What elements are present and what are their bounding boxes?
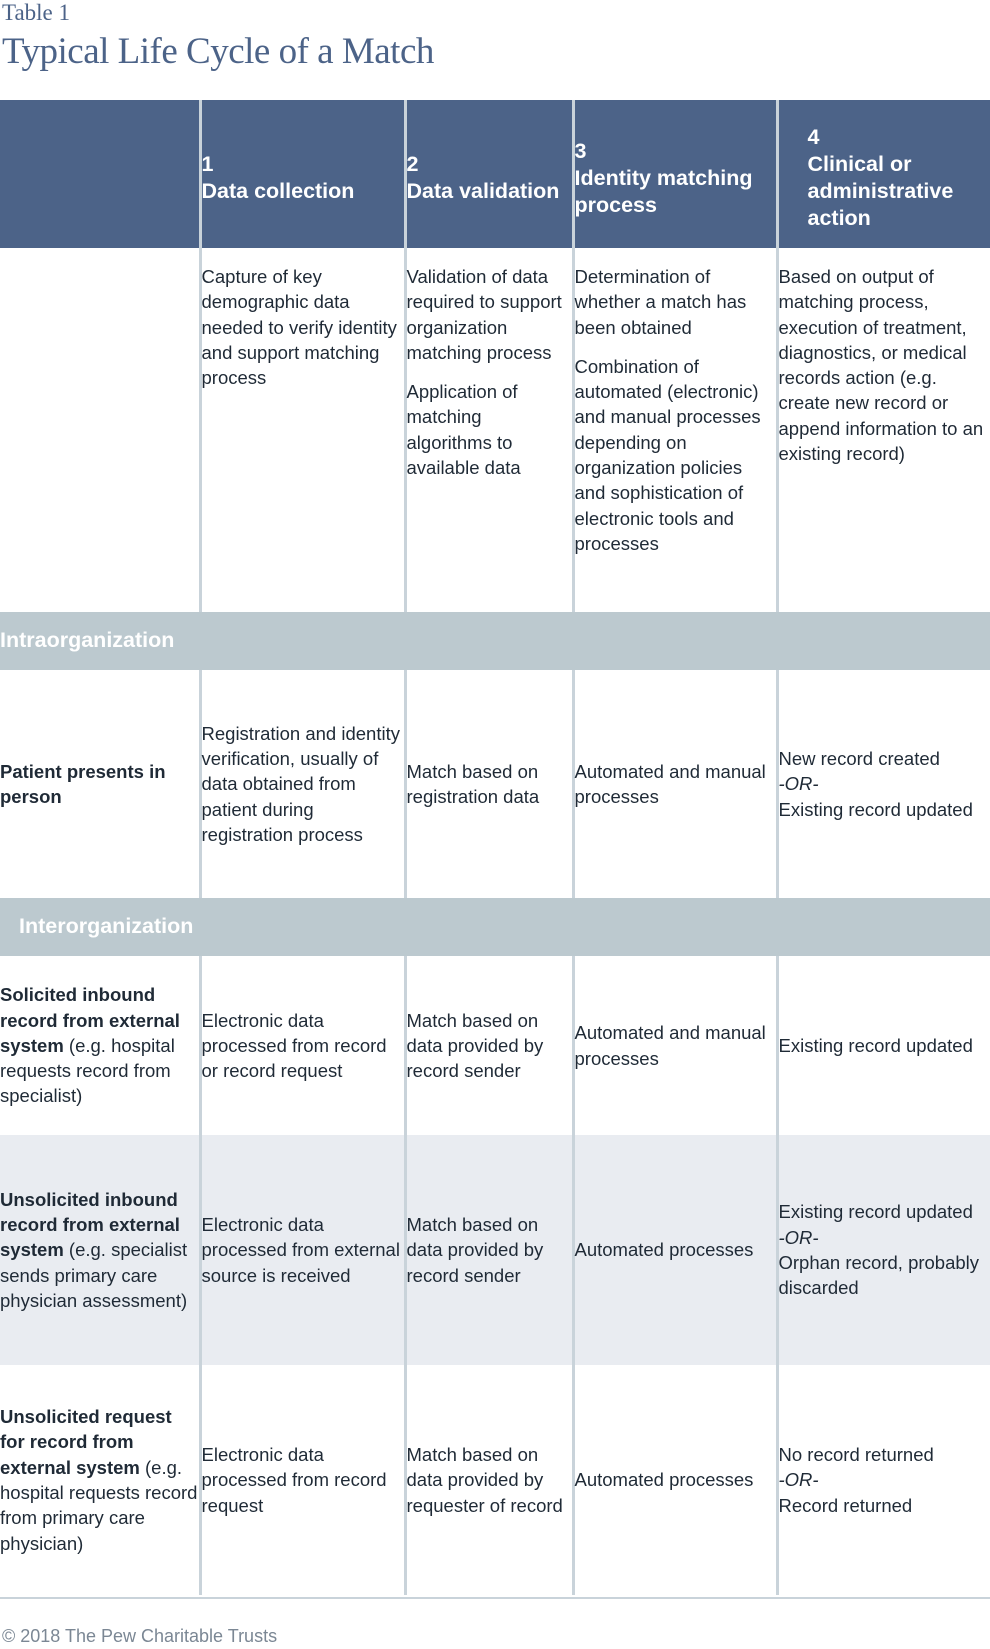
table-row — [0, 1365, 990, 1595]
row-col-2: Match based on data provided by record sender — [405, 956, 573, 1135]
description-empty — [0, 248, 200, 612]
description-row — [0, 248, 990, 612]
section-label: Intraorganization — [0, 612, 990, 670]
copyright: © 2018 The Pew Charitable Trusts — [2, 1626, 278, 1646]
header-col-1: 1 Data collection — [200, 100, 405, 248]
header-col-4: 4 Clinical or administrative action — [777, 100, 990, 248]
row-col-2: Match based on data provided by requester of record — [405, 1365, 573, 1595]
table-bottom-rule — [0, 1597, 990, 1599]
table-label: Table 1 — [2, 0, 71, 25]
row-col-2: Match based on data provided by record sender — [405, 1135, 573, 1365]
life-cycle-table — [0, 100, 990, 1595]
section-label: Interorganization — [0, 898, 990, 956]
section-interorganization — [0, 898, 990, 956]
row-label: Unsolicited inbound record from external system (e.g. specialist sends primary care physician assessment) — [0, 1135, 200, 1365]
row-col-4: Existing record updated — [777, 956, 990, 1135]
row-col-4: No record returned -OR- Record returned — [777, 1365, 990, 1595]
header-row — [0, 100, 990, 248]
row-col-1: Registration and identity verification, usually of data obtained from patient during registration process — [200, 670, 405, 898]
row-label: Solicited inbound record from external system (e.g. hospital requests record from specialist) — [0, 984, 180, 1107]
row-col-3: Automated and manual processes — [573, 670, 777, 898]
row-col-4: Existing record updated -OR- Orphan record, probably discarded — [777, 1135, 990, 1365]
header-empty — [0, 100, 200, 248]
row-col-2: Match based on registration data — [405, 670, 573, 898]
description-col-4: Based on output of matching process, execution of treatment, diagnostics, or medical records action (e.g. create new record or append information to an existing record) — [777, 248, 990, 612]
row-col-3: Automated and manual processes — [573, 956, 777, 1135]
description-col-2: Validation of data required to support organization matching process Application of matching algorithms to available data — [405, 248, 573, 612]
description-col-3: Determination of whether a match has been obtained Combination of automated (electronic) and manual processes depending on organization policies and sophistication of electronic tools and processes — [573, 248, 777, 612]
description-col-1: Capture of key demographic data needed to verify identity and support matching process — [200, 248, 405, 612]
table-row — [0, 1135, 990, 1365]
row-label: Patient presents in person — [0, 760, 166, 807]
row-col-1: Electronic data processed from record request — [200, 1365, 405, 1595]
header-col-3: 3 Identity matching process — [573, 100, 777, 248]
header-col-2: 2 Data validation — [405, 100, 573, 248]
table-title: Typical Life Cycle of a Match — [2, 31, 434, 72]
row-col-1: Electronic data processed from external source is received — [200, 1135, 405, 1365]
row-col-4: New record created -OR- Existing record updated — [777, 670, 990, 898]
table-row — [0, 956, 990, 1135]
row-label: Unsolicited request for record from external system (e.g. hospital requests record from primary care physician) — [0, 1406, 198, 1554]
row-col-1: Electronic data processed from record or record request — [200, 956, 405, 1135]
table-row — [0, 670, 990, 898]
row-col-3: Automated processes — [573, 1365, 777, 1595]
row-col-3: Automated processes — [573, 1135, 777, 1365]
section-intraorganization — [0, 612, 990, 670]
